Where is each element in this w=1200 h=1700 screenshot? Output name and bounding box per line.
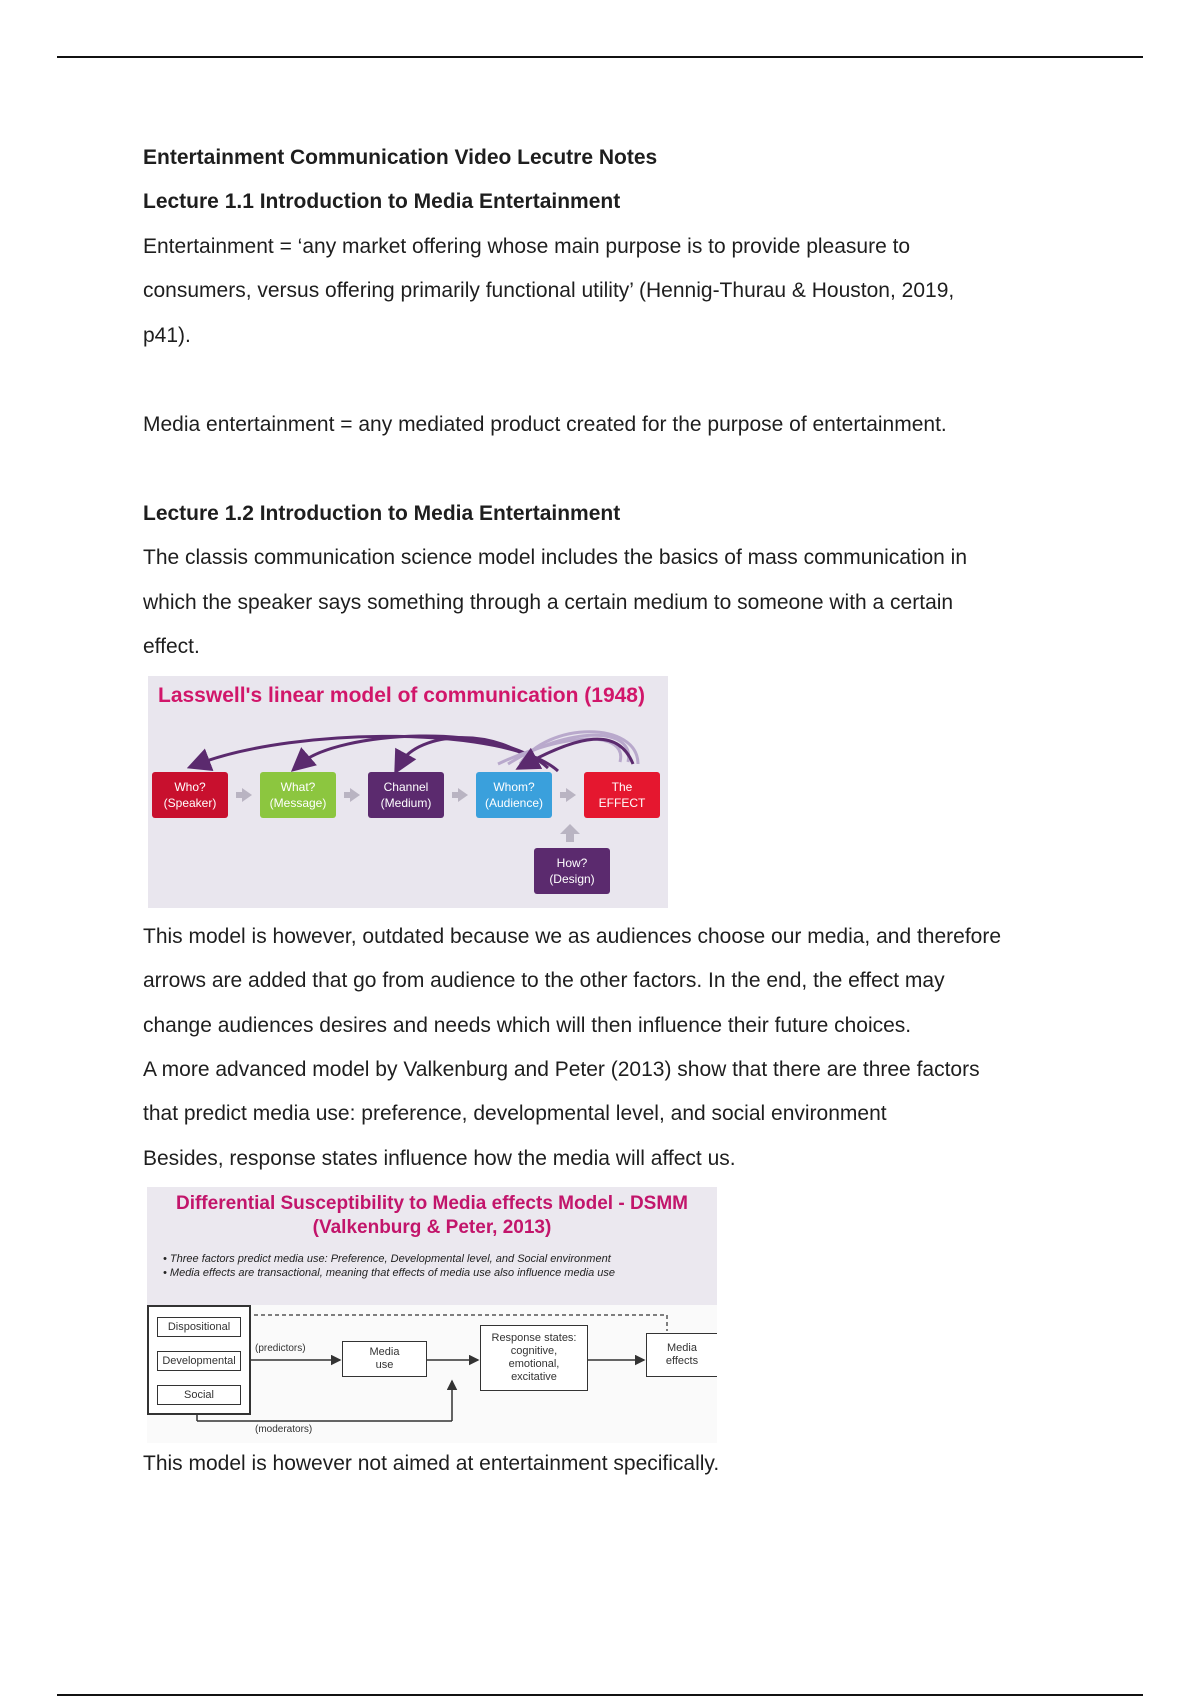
document-title: Entertainment Communication Video Lecutre Notes	[143, 146, 658, 169]
box-label: Media	[667, 1342, 697, 1354]
feedback-arrow-speaker	[198, 736, 558, 771]
figure-subtitle: (Valkenburg & Peter, 2013)	[312, 1217, 552, 1238]
figure-title: Lasswell's linear model of communication (1948)	[158, 684, 645, 707]
box-sublabel: use	[375, 1359, 394, 1371]
paragraph-line: change audiences desires and needs which will then influence their future choices.	[143, 1014, 912, 1037]
figure-title: Differential Susceptibility to Media effects Model - DSMM	[175, 1193, 688, 1214]
box-label: Who?	[174, 780, 206, 794]
channel-medium-box	[368, 772, 444, 818]
what-message-box	[260, 772, 336, 818]
who-speaker-box	[152, 772, 228, 818]
paragraph-line: p41).	[143, 324, 191, 347]
closing-line: This model is however not aimed at entertainment specifically.	[143, 1452, 720, 1475]
box-sublabel: cognitive,	[510, 1345, 558, 1357]
section-title-1-2: Lecture 1.2 Introduction to Media Entertainment	[143, 502, 621, 525]
paragraph-line: Besides, response states influence how the media will affect us.	[143, 1147, 736, 1170]
paragraph-line: The classis communication science model includes the basics of mass communication in	[143, 546, 968, 569]
moderators-label: (moderators)	[255, 1424, 313, 1435]
figure-header	[147, 1187, 717, 1305]
paragraph-line: A more advanced model by Valkenburg and Peter (2013) show that there are three factors	[143, 1058, 980, 1081]
paragraph-line: Entertainment = ‘any market offering whose main purpose is to provide pleasure to	[143, 235, 911, 258]
dsmm-model-figure	[147, 1187, 717, 1443]
box-label: Whom?	[493, 780, 535, 794]
box-sublabel: excitative	[511, 1371, 557, 1383]
box-sublabel: (Design)	[549, 872, 595, 886]
box-label: Channel	[383, 780, 429, 794]
figure-bullet: • Media effects are transactional, meaning that effects of media use also influence media use	[163, 1267, 616, 1279]
box-sublabel: (Medium)	[380, 796, 432, 810]
media-entertainment-definition: Media entertainment = any mediated product created for the purpose of entertainment.	[143, 413, 947, 436]
flow-arrow	[566, 788, 576, 802]
media-use-box	[342, 1341, 427, 1377]
box-label: Media	[369, 1346, 400, 1358]
box-label: Response states:	[491, 1332, 577, 1344]
box-sublabel: (Message)	[269, 796, 327, 810]
paragraph-line: that predict media use: preference, developmental level, and social environment	[143, 1102, 887, 1125]
flow-arrow	[458, 788, 468, 802]
paragraph-line: arrows are added that go from audience to the other factors. In the end, the effect may	[143, 969, 945, 992]
lasswell-model-figure	[148, 676, 668, 908]
developmental-box: Developmental	[157, 1351, 241, 1371]
response-states-box	[480, 1325, 588, 1391]
whom-audience-box	[476, 772, 552, 818]
figure-bullet: • Three factors predict media use: Preference, Developmental level, and Social environment	[163, 1253, 611, 1265]
paragraph-line: which the speaker says something through a certain medium to someone with a certain	[143, 591, 954, 614]
box-sublabel: emotional,	[508, 1358, 560, 1370]
effect-box	[584, 772, 660, 818]
paragraph-line: This model is however, outdated because we as audiences choose our media, and therefore	[143, 925, 1002, 948]
box-label: The	[611, 780, 633, 794]
box-label: How?	[556, 856, 588, 870]
paragraph-line: consumers, versus offering primarily functional utility’ (Hennig-Thurau & Houston, 2019,	[143, 279, 955, 302]
box-sublabel: effects	[665, 1355, 699, 1367]
dispositional-box: Dispositional	[157, 1317, 241, 1337]
media-effects-box	[646, 1333, 717, 1377]
predictors-label: (predictors)	[255, 1343, 306, 1354]
section-title-1-1: Lecture 1.1 Introduction to Media Entertainment	[143, 190, 621, 213]
top-rule	[57, 56, 1143, 58]
paragraph-line: effect.	[143, 635, 200, 658]
figure-diagram	[147, 1305, 717, 1443]
social-box: Social	[157, 1385, 241, 1405]
box-sublabel: EFFECT	[598, 796, 646, 810]
bottom-rule	[57, 1694, 1143, 1696]
design-arrow	[560, 824, 580, 834]
box-sublabel: (Audience)	[484, 796, 544, 810]
box-label: What?	[280, 780, 316, 794]
how-design-box	[534, 848, 610, 894]
box-sublabel: (Speaker)	[163, 796, 217, 810]
flow-arrow	[350, 788, 360, 802]
flow-arrow	[242, 788, 252, 802]
